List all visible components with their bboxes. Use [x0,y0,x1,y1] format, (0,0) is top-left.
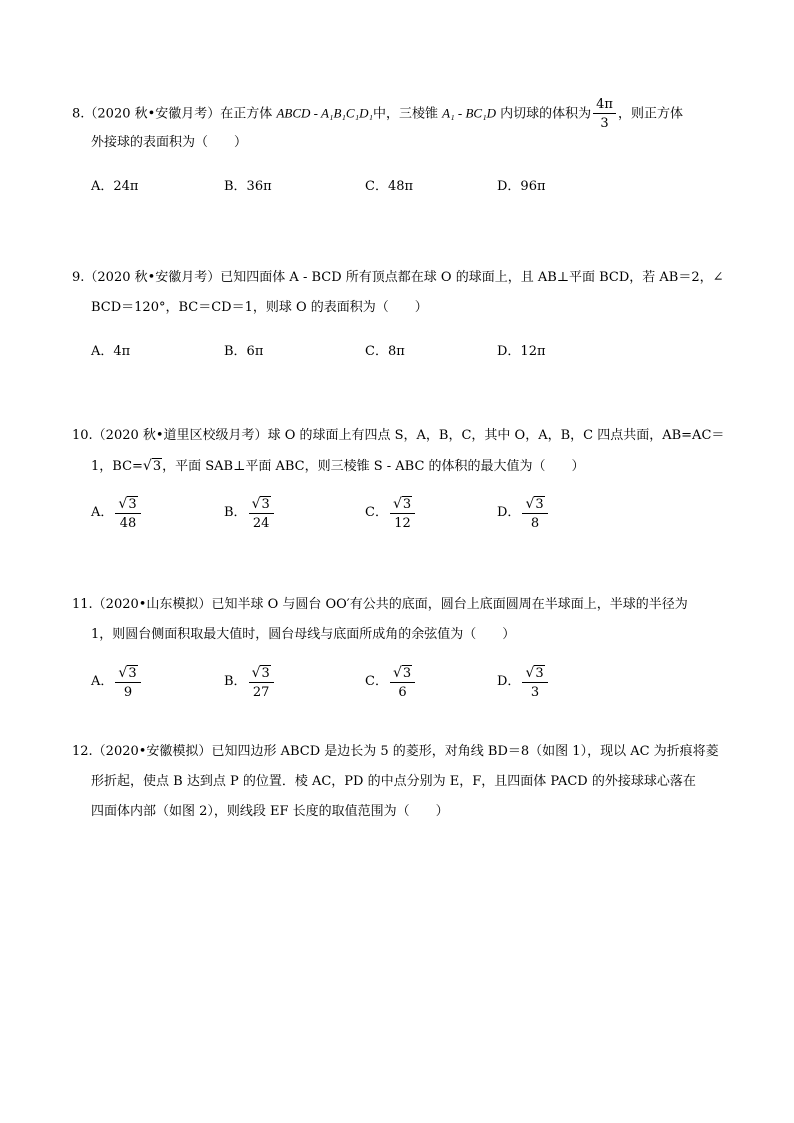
option-b[interactable]: B． $\frac{√3}{24}$ [224,491,276,535]
question-11-line-2: 1，则圆台侧面积取最大值时，圆台母线与底面所成角的余弦值为（ ） [91,627,516,642]
question-9-options [72,337,732,367]
question-12-line-3: 四面体内部（如图 2），则线段 EF 长度的取值范围为（ ） [91,804,449,819]
question-10-options [72,495,732,537]
question-12-line-1: 12.（2020•安徽模拟）已知四边形 ABCD 是边长为 5 的菱形，对角线 BD＝8（如图 1），现以 AC 为折痕将菱 [72,744,719,759]
question-12-line-2: 形折起，使点 B 达到点 P 的位置．棱 AC，PD 的中点分别为 E，F，且四面体 PACD 的外接球球心落在 [91,774,696,789]
question-9 [72,263,732,367]
option-d[interactable]: D．96π [497,179,546,194]
volume-fraction: $\frac{4\pi}{3}$ [593,98,616,130]
option-c[interactable]: C．48π [365,179,414,194]
sqrt-icon: √ [118,664,128,681]
question-11 [72,590,732,706]
cube-name: ABCD - A₁B₁C₁D₁ [276,105,374,121]
tetra-name: A₁ - BC₁D [442,105,496,121]
option-c[interactable]: C． $\frac{√3}{6}$ [365,660,417,704]
question-8-line-2: 外接球的表面积为（ ） [91,135,248,150]
sqrt-icon: √ [392,664,402,681]
question-8 [72,98,732,202]
sqrt-icon: √ [142,458,152,474]
question-8-line-1: 8.（2020 秋•安徽月考）在正方体 ABCD - A₁B₁C₁D₁中，三棱锥 A₁ - BC₁D 内切球的体积为 $\frac{4\pi}{3}$ ，则正方体 [72,97,683,131]
option-d[interactable]: D． $\frac{√3}{8}$ [497,491,550,535]
question-9-line-2: BCD＝120°，BC＝CD＝1，则球 O 的表面积为（ ） [91,300,428,315]
sqrt-icon: √ [251,495,261,512]
option-b[interactable]: B． $\frac{√3}{27}$ [224,660,276,704]
option-c[interactable]: C．8π [365,344,405,359]
sqrt-icon: √ [525,664,535,681]
question-11-line-1: 11.（2020•山东模拟）已知半球 O 与圆台 OO′有公共的底面，圆台上底面圆周在半球面上，半球的半径为 [72,597,688,612]
question-12 [72,737,732,827]
question-10 [72,421,732,537]
sqrt-icon: √ [392,495,402,512]
option-b[interactable]: B．6π [224,344,264,359]
question-10-line-1: 10.（2020 秋•道里区校级月考）球 O 的球面上有四点 S，A，B，C，其中 O，A，B，C 四点共面，AB=AC＝ [72,428,725,443]
option-d[interactable]: D．12π [497,344,546,359]
sqrt-icon: √ [525,495,535,512]
sqrt-icon: √ [118,495,128,512]
option-d[interactable]: D． $\frac{√3}{3}$ [497,660,550,704]
sqrt-icon: √ [251,664,261,681]
option-a[interactable]: A． $\frac{√3}{9}$ [91,660,143,704]
option-c[interactable]: C． $\frac{√3}{12}$ [365,491,417,535]
option-a[interactable]: A．4π [91,344,131,359]
option-b[interactable]: B．36π [224,179,272,194]
option-a[interactable]: A．24π [91,179,139,194]
question-11-options [72,664,732,706]
question-10-line-2: 1，BC=√3，平面 SAB⊥平面 ABC，则三棱锥 S - ABC 的体积的最大值为（ ） [91,458,585,474]
question-9-line-1: 9.（2020 秋•安徽月考）已知四面体 A - BCD 所有顶点都在球 O 的球面上，且 AB⊥平面 BCD，若 AB＝2，∠ [72,270,724,285]
option-a[interactable]: A． $\frac{√3}{48}$ [91,491,143,535]
question-8-options [72,172,732,202]
